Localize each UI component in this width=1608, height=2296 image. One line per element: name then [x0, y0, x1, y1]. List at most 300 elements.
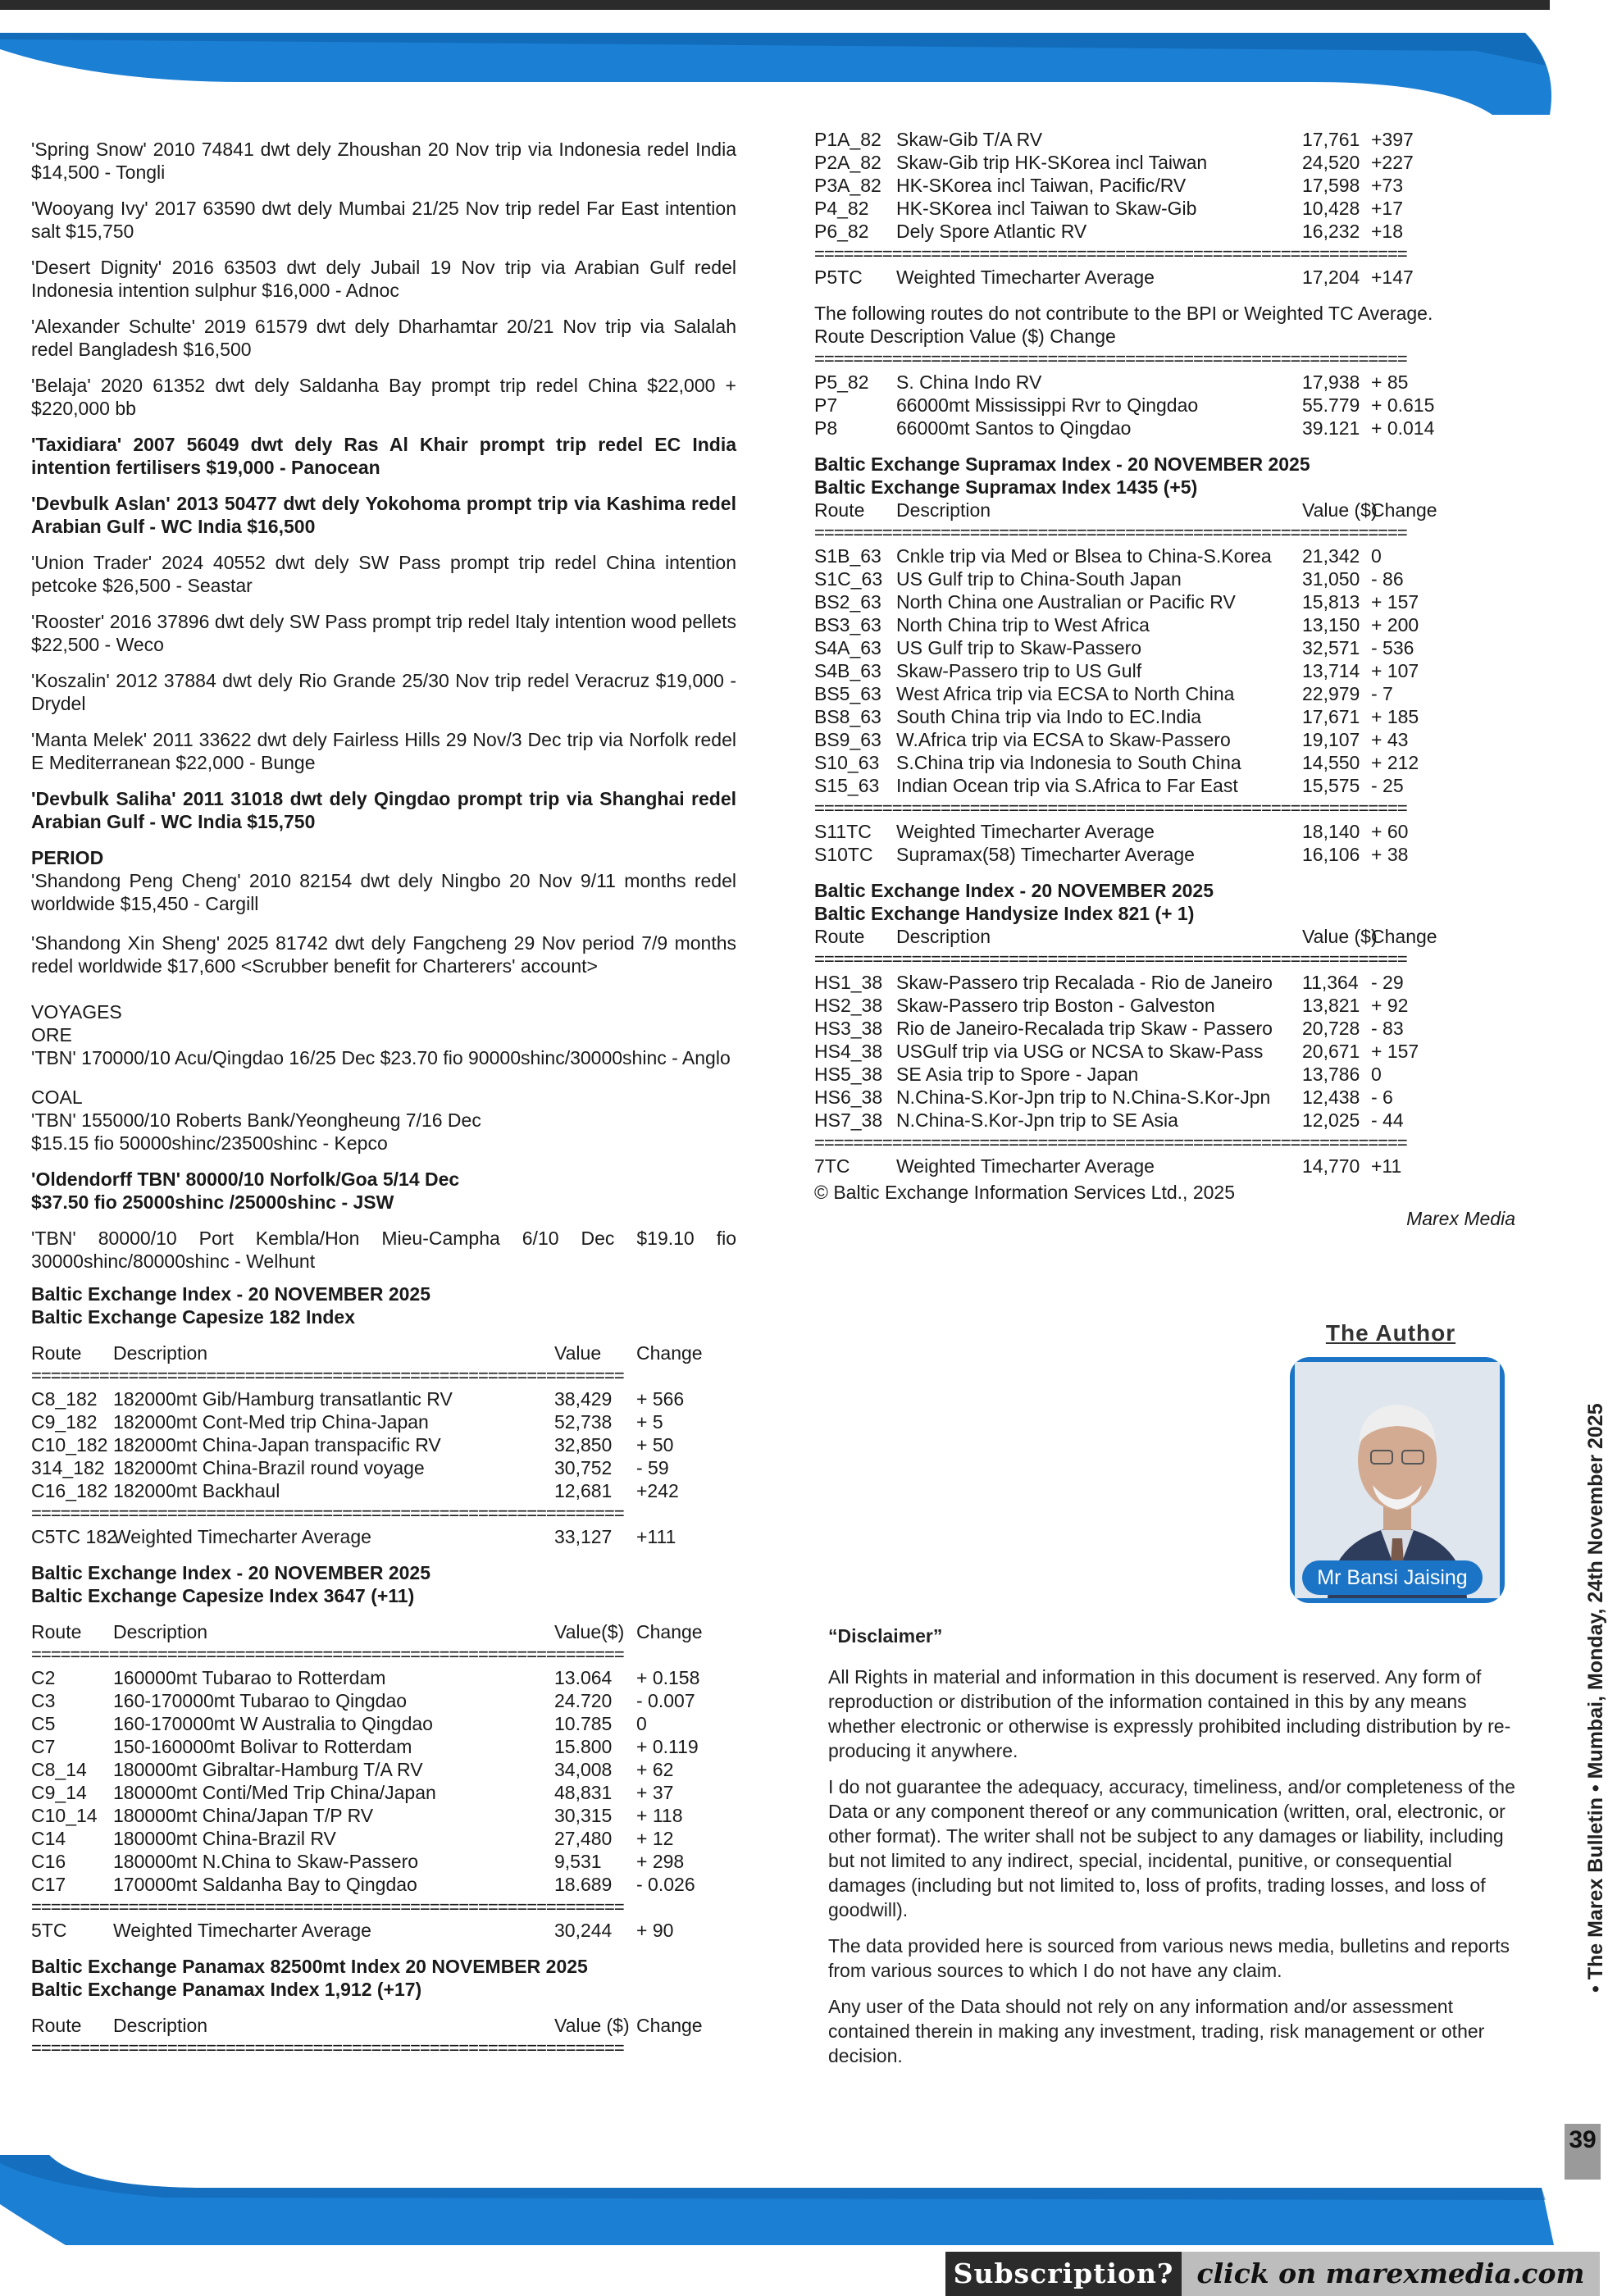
- table-cell: 55.779: [1302, 394, 1360, 416]
- table-row: [814, 220, 1515, 243]
- capesize-table: [31, 1620, 736, 1942]
- table-cell: 180000mt Conti/Med Trip China/Japan: [113, 1782, 436, 1803]
- supramax-title: Baltic Exchange Supramax Index - 20 NOVEMBER 2025: [814, 453, 1310, 475]
- table-cell: P4_82: [814, 198, 869, 219]
- table-cell: HS4_38: [814, 1041, 883, 1062]
- table-cell: HK-SKorea incl Taiwan to Skaw-Gib: [896, 198, 1197, 219]
- table-cell: 15,575: [1302, 775, 1360, 796]
- table-cell: +242: [636, 1480, 679, 1501]
- table-row: [814, 394, 1515, 417]
- table-cell: 17,671: [1302, 706, 1360, 727]
- table-cell: HS3_38: [814, 1018, 883, 1039]
- table-footer-row: [31, 1525, 736, 1548]
- table-cell: C16: [31, 1851, 66, 1872]
- table-cell: 10,428: [1302, 198, 1360, 219]
- table-cell: - 0.007: [636, 1690, 695, 1711]
- table-row: [814, 774, 1515, 797]
- fixture-item: 'Alexander Schulte' 2019 61579 dwt dely Dharhamtar 20/21 Nov trip via Salalah redel Bangladesh $16,500: [31, 316, 736, 360]
- last-fixture: 'TBN' 80000/10 Port Kembla/Hon Mieu-Campha 6/10 Dec $19.10 fio 30000shinc/80000shinc - Welhunt: [31, 1228, 736, 1272]
- table-cell: 39.121: [1302, 417, 1360, 439]
- table-cell: P2A_82: [814, 152, 881, 173]
- table-cell: Skaw-Passero trip to US Gulf: [896, 660, 1142, 681]
- table-cell: Change: [1371, 926, 1437, 947]
- publisher-credit: Marex Media: [1406, 1208, 1515, 1229]
- table-row: [814, 971, 1515, 994]
- table-cell: 180000mt Gibraltar-Hamburg T/A RV: [113, 1759, 423, 1780]
- table-cell: - 86: [1371, 568, 1404, 590]
- table-cell: +147: [1371, 266, 1414, 288]
- table-cell: +17: [1371, 198, 1404, 219]
- table-cell: 9,531: [554, 1851, 602, 1872]
- table-row: [31, 1689, 736, 1712]
- left-column: [31, 138, 736, 2060]
- table-row: [31, 1433, 736, 1456]
- table-row: [31, 1666, 736, 1689]
- fixture-item: 'Rooster' 2016 37896 dwt dely SW Pass prompt trip redel Italy intention wood pellets $22,500 - Weco: [31, 611, 736, 655]
- table-cell: N.China-S.Kor-Jpn trip to SE Asia: [896, 1109, 1178, 1131]
- table-cell: 12,438: [1302, 1086, 1360, 1108]
- table-cell: 33,127: [554, 1526, 613, 1547]
- subscription-link[interactable]: click on marexmedia.com: [1182, 2252, 1600, 2296]
- table-cell: US Gulf trip to Skaw-Passero: [896, 637, 1142, 658]
- table-divider: =============================================================: [31, 1897, 624, 1917]
- table-cell: Route: [31, 1342, 82, 1364]
- table-cell: Description: [113, 1621, 208, 1642]
- table-cell: 14,770: [1302, 1155, 1360, 1177]
- table-row: [814, 613, 1515, 636]
- capesize182-title: Baltic Exchange Index - 20 NOVEMBER 2025: [31, 1283, 431, 1305]
- table-row: [814, 1040, 1515, 1063]
- disclaimer-paragraph: I do not guarantee the adequacy, accuracy, timeliness, and/or completeness of the Data or any component thereof or any communication (written, oral, electronic, or other format). The writer shall not be subject to any damages or liability, including but not limited to any indirect, special, incidental, punitive, or consequential damages (including but not limited to, loss of profits, trading losses, and loss of goodwill).: [828, 1776, 1515, 1920]
- table-cell: S15_63: [814, 775, 880, 796]
- table-cell: Description: [896, 926, 991, 947]
- table-cell: 20,671: [1302, 1041, 1360, 1062]
- table-cell: 13.064: [554, 1667, 613, 1688]
- fixture-item: 'Union Trader' 2024 40552 dwt dely SW Pass prompt trip redel China intention petcoke $26,500 - Seastar: [31, 552, 736, 596]
- table-cell: + 12: [636, 1828, 674, 1849]
- table-cell: + 157: [1371, 1041, 1419, 1062]
- table-cell: 182000mt China-Brazil round voyage: [113, 1457, 425, 1478]
- table-cell: Description: [896, 499, 991, 521]
- table-cell: Change: [1371, 499, 1437, 521]
- table-divider: =============================================================: [814, 244, 1407, 264]
- table-cell: + 0.615: [1371, 394, 1435, 416]
- table-cell: 22,979: [1302, 683, 1360, 704]
- table-cell: South China trip via Indo to EC.India: [896, 706, 1202, 727]
- table-cell: Value: [554, 1342, 602, 1364]
- fixture-item: 'Wooyang Ivy' 2017 63590 dwt dely Mumbai 21/25 Nov trip redel Far East intention salt $15,750: [31, 198, 736, 242]
- table-cell: BS9_63: [814, 729, 881, 750]
- capesize182-subtitle: Baltic Exchange Capesize 182 Index: [31, 1306, 356, 1328]
- copyright: © Baltic Exchange Information Services Ltd., 2025: [814, 1182, 1235, 1203]
- table-cell: 30,752: [554, 1457, 613, 1478]
- table-footer-row: [31, 1919, 736, 1942]
- handysize-title: Baltic Exchange Index - 20 NOVEMBER 2025: [814, 880, 1214, 901]
- bold-fixture-line: $37.50 fio 25000shinc /25000shinc - JSW: [31, 1191, 394, 1213]
- table-cell: 52,738: [554, 1411, 613, 1433]
- table-cell: 0: [1371, 545, 1382, 567]
- table-cell: S1B_63: [814, 545, 881, 567]
- period-item: 'Shandong Peng Cheng' 2010 82154 dwt dely Ningbo 20 Nov 9/11 months redel worldwide $15,450 - Cargill: [31, 870, 736, 914]
- fixture-item: 'Manta Melek' 2011 33622 dwt dely Fairless Hills 29 Nov/3 Dec trip via Norfolk redel E Mediterranean $22,000 - Bunge: [31, 729, 736, 773]
- table-cell: + 298: [636, 1851, 685, 1872]
- table-cell: HS7_38: [814, 1109, 883, 1131]
- table-cell: + 43: [1371, 729, 1409, 750]
- table-row: [31, 1827, 736, 1850]
- table-cell: + 107: [1371, 660, 1419, 681]
- table-cell: + 157: [1371, 591, 1419, 613]
- table-cell: - 59: [636, 1457, 669, 1478]
- table-row: [31, 1387, 736, 1410]
- table-cell: Change: [636, 2015, 703, 2036]
- table-divider: =============================================================: [31, 1365, 624, 1386]
- table-cell: + 62: [636, 1759, 674, 1780]
- table-row: [31, 1758, 736, 1781]
- fixture-item: 'Spring Snow' 2010 74841 dwt dely Zhoushan 20 Nov trip via Indonesia redel India $14,500 - Tongli: [31, 139, 736, 183]
- panamax-extra-table: [814, 348, 1515, 440]
- table-cell: BS2_63: [814, 591, 881, 613]
- table-cell: C7: [31, 1736, 56, 1757]
- table-cell: S4A_63: [814, 637, 881, 658]
- table-cell: 34,008: [554, 1759, 613, 1780]
- table-cell: + 38: [1371, 844, 1409, 865]
- table-cell: P5TC: [814, 266, 863, 288]
- table-cell: C10_14: [31, 1805, 98, 1826]
- table-cell: 0: [1371, 1064, 1382, 1085]
- table-cell: 66000mt Mississippi Rvr to Qingdao: [896, 394, 1199, 416]
- subscription-label: Subscription?: [945, 2252, 1182, 2296]
- table-cell: 15.800: [554, 1736, 613, 1757]
- panamax-title: Baltic Exchange Panamax 82500mt Index 20 NOVEMBER 2025: [31, 1956, 588, 1977]
- table-cell: 21,342: [1302, 545, 1360, 567]
- table-row: [814, 636, 1515, 659]
- table-row: [31, 1781, 736, 1804]
- table-cell: + 50: [636, 1434, 674, 1456]
- table-cell: C10_182: [31, 1434, 108, 1456]
- fixture-item: 'Taxidiara' 2007 56049 dwt dely Ras Al Khair prompt trip redel EC India intention fertilisers $19,000 - Panocean: [31, 434, 736, 478]
- table-cell: C9_182: [31, 1411, 98, 1433]
- table-cell: Change: [636, 1342, 703, 1364]
- table-cell: +397: [1371, 129, 1414, 150]
- table-row: [814, 728, 1515, 751]
- table-header-row: [814, 499, 1515, 522]
- table-cell: BS8_63: [814, 706, 881, 727]
- table-cell: P6_82: [814, 221, 869, 242]
- table-cell: + 566: [636, 1388, 685, 1410]
- table-cell: 18.689: [554, 1874, 613, 1895]
- table-cell: C5TC 182: [31, 1526, 117, 1547]
- table-cell: + 0.014: [1371, 417, 1435, 439]
- table-cell: - 536: [1371, 637, 1414, 658]
- table-cell: 7TC: [814, 1155, 850, 1177]
- author-heading: The Author: [1325, 1320, 1456, 1346]
- table-cell: P1A_82: [814, 129, 881, 150]
- table-footer-row: [814, 820, 1515, 843]
- table-cell: + 212: [1371, 752, 1419, 773]
- table-header-row: [31, 1342, 736, 1364]
- table-cell: - 83: [1371, 1018, 1404, 1039]
- table-row: [31, 1712, 736, 1735]
- table-cell: 18,140: [1302, 821, 1360, 842]
- table-cell: US Gulf trip to China-South Japan: [896, 568, 1182, 590]
- table-row: [31, 1479, 736, 1502]
- fixture-item: 'Belaja' 2020 61352 dwt dely Saldanha Bay prompt trip redel China $22,000 + $220,000 bb: [31, 375, 736, 419]
- table-cell: HS1_38: [814, 972, 883, 993]
- table-cell: HK-SKorea incl Taiwan, Pacific/RV: [896, 175, 1187, 196]
- handysize-subtitle: Baltic Exchange Handysize Index 821 (+ 1): [814, 903, 1195, 924]
- table-cell: S11TC: [814, 821, 872, 842]
- table-cell: 32,850: [554, 1434, 613, 1456]
- supramax-subtitle: Baltic Exchange Supramax Index 1435 (+5): [814, 476, 1198, 498]
- table-cell: 180000mt China-Brazil RV: [113, 1828, 336, 1849]
- table-cell: S4B_63: [814, 660, 881, 681]
- table-cell: Indian Ocean trip via S.Africa to Far East: [896, 775, 1238, 796]
- table-cell: N.China-S.Kor-Jpn trip to N.China-S.Kor-Jpn: [896, 1086, 1271, 1108]
- table-cell: +73: [1371, 175, 1404, 196]
- table-cell: 27,480: [554, 1828, 613, 1849]
- table-cell: 160-170000mt Tubarao to Qingdao: [113, 1690, 408, 1711]
- table-cell: - 7: [1371, 683, 1393, 704]
- table-cell: 12,681: [554, 1480, 613, 1501]
- table-cell: North China trip to West Africa: [896, 614, 1150, 636]
- panamax-table: [814, 128, 1515, 289]
- table-cell: HS6_38: [814, 1086, 883, 1108]
- table-row: [814, 417, 1515, 440]
- table-cell: C16_182: [31, 1480, 108, 1501]
- table-cell: P7: [814, 394, 838, 416]
- period-item: 'Shandong Xin Sheng' 2025 81742 dwt dely Fangcheng 29 Nov period 7/9 months redel worldwide $17,600 <Scrubber benefit for Charterers' account>: [31, 932, 736, 977]
- table-cell: +11: [1371, 1155, 1402, 1177]
- table-cell: 30,315: [554, 1805, 613, 1826]
- table-row: [814, 371, 1515, 394]
- table-row: [814, 544, 1515, 567]
- table-cell: 170000mt Saldanha Bay to Qingdao: [113, 1874, 417, 1895]
- table-cell: Weighted Timecharter Average: [113, 1526, 371, 1547]
- capesize-subtitle: Baltic Exchange Capesize Index 3647 (+11): [31, 1585, 415, 1606]
- table-cell: - 0.026: [636, 1874, 695, 1895]
- disclaimer-paragraph: The data provided here is sourced from various news media, bulletins and reports from various sources to which I do not have any claim.: [828, 1935, 1510, 1981]
- table-cell: 0: [636, 1713, 647, 1734]
- table-cell: Value ($): [1302, 926, 1378, 947]
- table-cell: Weighted Timecharter Average: [896, 266, 1155, 288]
- fixture-item: 'Koszalin' 2012 37884 dwt dely Rio Grande 25/30 Nov trip redel Veracruz $19,000 - Drydel: [31, 670, 736, 714]
- table-divider: =============================================================: [814, 798, 1407, 818]
- table-row: [31, 1850, 736, 1873]
- table-cell: 48,831: [554, 1782, 613, 1803]
- table-cell: + 200: [1371, 614, 1419, 636]
- panamax-subtitle: Baltic Exchange Panamax Index 1,912 (+17): [31, 1979, 422, 2000]
- table-row: [814, 1017, 1515, 1040]
- table-row: [814, 590, 1515, 613]
- table-cell: Value ($): [1302, 499, 1378, 521]
- table-row: [31, 1456, 736, 1479]
- table-cell: 32,571: [1302, 637, 1360, 658]
- table-cell: S10TC: [814, 844, 873, 865]
- table-cell: 17,938: [1302, 371, 1360, 393]
- table-row: [814, 1063, 1515, 1086]
- footer-wave: [0, 2155, 1600, 2245]
- ore-heading: ORE: [31, 1024, 72, 1046]
- table-cell: North China one Australian or Pacific RV: [896, 591, 1236, 613]
- coal-heading: COAL: [31, 1086, 83, 1108]
- table-header-row: [814, 925, 1515, 948]
- table-cell: 160-170000mt W Australia to Qingdao: [113, 1713, 433, 1734]
- table-cell: Rio de Janeiro-Recalada trip Skaw - Passero: [896, 1018, 1273, 1039]
- table-divider: =============================================================: [31, 2038, 624, 2058]
- table-cell: Value($): [554, 1621, 625, 1642]
- bold-fixture-line: 'Oldendorff TBN' 80000/10 Norfolk/Goa 5/14 Dec: [31, 1168, 460, 1190]
- table-row: [814, 751, 1515, 774]
- table-cell: Weighted Timecharter Average: [896, 1155, 1155, 1177]
- table-cell: - 25: [1371, 775, 1404, 796]
- table-row: [814, 128, 1515, 151]
- table-cell: Skaw-Passero trip Boston - Galveston: [896, 995, 1215, 1016]
- table-cell: 182000mt Gib/Hamburg transatlantic RV: [113, 1388, 453, 1410]
- table-row: [31, 1804, 736, 1827]
- table-cell: 17,598: [1302, 175, 1360, 196]
- table-cell: 182000mt China-Japan transpacific RV: [113, 1434, 441, 1456]
- table-cell: 17,761: [1302, 129, 1360, 150]
- table-cell: S. China Indo RV: [896, 371, 1042, 393]
- table-divider: =============================================================: [814, 522, 1407, 543]
- table-row: [814, 994, 1515, 1017]
- table-cell: Supramax(58) Timecharter Average: [896, 844, 1195, 865]
- table-cell: 31,050: [1302, 568, 1360, 590]
- table-cell: P8: [814, 417, 838, 439]
- table-cell: 24.720: [554, 1690, 613, 1711]
- table-cell: - 29: [1371, 972, 1404, 993]
- table-cell: 15,813: [1302, 591, 1360, 613]
- table-cell: Cnkle trip via Med or Blsea to China-S.Korea: [896, 545, 1272, 567]
- table-cell: 16,232: [1302, 221, 1360, 242]
- table-cell: - 6: [1371, 1086, 1393, 1108]
- table-cell: 11,364: [1302, 972, 1359, 993]
- table-cell: 13,150: [1302, 614, 1360, 636]
- table-cell: C8_182: [31, 1388, 98, 1410]
- panamax-note: Route Description Value ($) Change: [814, 326, 1116, 347]
- table-cell: 180000mt N.China to Skaw-Passero: [113, 1851, 419, 1872]
- disclaimer-title: “Disclaimer”: [828, 1625, 943, 1647]
- table-cell: 10.785: [554, 1713, 613, 1734]
- table-cell: +18: [1371, 221, 1404, 242]
- table-cell: Route: [31, 2015, 82, 2036]
- table-cell: +111: [636, 1526, 676, 1547]
- table-cell: 38,429: [554, 1388, 613, 1410]
- table-cell: SE Asia trip to Spore - Japan: [896, 1064, 1139, 1085]
- disclaimer-paragraph: Any user of the Data should not rely on any information and/or assessment contained therein in making any investment, trading, risk management or other decision.: [828, 1996, 1485, 2066]
- table-cell: BS3_63: [814, 614, 881, 636]
- table-cell: +227: [1371, 152, 1414, 173]
- table-row: [814, 567, 1515, 590]
- table-cell: Route: [31, 1621, 82, 1642]
- fixture-item: 'Devbulk Aslan' 2013 50477 dwt dely Yokohoma prompt trip via Kashima redel Arabian Gulf - WC India $16,500: [31, 493, 736, 537]
- table-cell: 24,520: [1302, 152, 1360, 173]
- table-cell: P5_82: [814, 371, 869, 393]
- table-divider: =============================================================: [31, 1503, 624, 1524]
- table-cell: S.China trip via Indonesia to South China: [896, 752, 1241, 773]
- table-footer-row: [814, 1155, 1515, 1178]
- table-cell: Weighted Timecharter Average: [113, 1920, 371, 1941]
- table-divider: =============================================================: [31, 1644, 624, 1665]
- supramax-table: [814, 499, 1515, 866]
- table-cell: 182000mt Backhaul: [113, 1480, 280, 1501]
- table-cell: + 60: [1371, 821, 1409, 842]
- table-cell: + 118: [636, 1805, 683, 1826]
- table-row: [814, 197, 1515, 220]
- table-cell: 314_182: [31, 1457, 105, 1478]
- fixtures-list: [31, 138, 736, 833]
- table-row: [31, 1410, 736, 1433]
- publication-sidebar: • The Marex Bulletin • Mumbai, Monday, 24th November 2025: [1584, 1403, 1607, 1993]
- panamax-table-header: [31, 2014, 736, 2060]
- table-cell: HS2_38: [814, 995, 883, 1016]
- table-row: [814, 1086, 1515, 1109]
- table-cell: BS5_63: [814, 683, 881, 704]
- table-cell: 20,728: [1302, 1018, 1360, 1039]
- table-cell: + 5: [636, 1411, 663, 1433]
- table-cell: + 0.119: [636, 1736, 699, 1757]
- top-bar: [0, 0, 1550, 10]
- table-row: [814, 174, 1515, 197]
- table-cell: + 90: [636, 1920, 674, 1941]
- table-divider: =============================================================: [814, 348, 1407, 369]
- handysize-table: [814, 925, 1515, 1178]
- table-cell: C9_14: [31, 1782, 87, 1803]
- table-cell: Weighted Timecharter Average: [896, 821, 1155, 842]
- fixture-item: 'Devbulk Saliha' 2011 31018 dwt dely Qingdao prompt trip via Shanghai redel Arabian Gulf - WC India $15,750: [31, 788, 736, 832]
- table-cell: + 185: [1371, 706, 1419, 727]
- capesize-title: Baltic Exchange Index - 20 NOVEMBER 2025: [31, 1562, 431, 1583]
- period-heading: PERIOD: [31, 847, 104, 868]
- table-cell: 160000mt Tubarao to Rotterdam: [113, 1667, 386, 1688]
- table-row: [31, 1735, 736, 1758]
- table-row: [31, 1873, 736, 1896]
- coal-fixture-line: $15.15 fio 50000shinc/23500shinc - Kepco: [31, 1132, 388, 1154]
- right-column: [814, 128, 1515, 1230]
- table-cell: C14: [31, 1828, 66, 1849]
- table-cell: - 44: [1371, 1109, 1404, 1131]
- table-cell: C3: [31, 1690, 56, 1711]
- table-divider: =============================================================: [814, 1132, 1407, 1153]
- table-row: [814, 1109, 1515, 1132]
- table-cell: + 85: [1371, 371, 1409, 393]
- table-cell: Change: [636, 1621, 703, 1642]
- table-row: [814, 659, 1515, 682]
- table-cell: 17,204: [1302, 266, 1360, 288]
- panamax-note: The following routes do not contribute to the BPI or Weighted TC Average.: [814, 303, 1433, 324]
- table-cell: + 37: [636, 1782, 674, 1803]
- table-row: [814, 682, 1515, 705]
- table-cell: Skaw-Gib trip HK-SKorea incl Taiwan: [896, 152, 1208, 173]
- table-header-row: [31, 2014, 736, 2037]
- fixture-item: 'Desert Dignity' 2016 63503 dwt dely Jubail 19 Nov trip via Arabian Gulf redel Indonesia intention sulphur $16,000 - Adnoc: [31, 257, 736, 301]
- table-cell: W.Africa trip via ECSA to Skaw-Passero: [896, 729, 1231, 750]
- table-cell: 14,550: [1302, 752, 1360, 773]
- table-cell: + 0.158: [636, 1667, 700, 1688]
- ore-fixture: 'TBN' 170000/10 Acu/Qingdao 16/25 Dec $23.70 fio 90000shinc/30000shinc - Anglo: [31, 1047, 731, 1068]
- table-cell: USGulf trip via USG or NCSA to Skaw-Pass: [896, 1041, 1264, 1062]
- capesize182-table: [31, 1342, 736, 1548]
- header-wave: [0, 33, 1600, 115]
- table-cell: 150-160000mt Bolivar to Rotterdam: [113, 1736, 412, 1757]
- table-cell: Dely Spore Atlantic RV: [896, 221, 1087, 242]
- table-cell: C5: [31, 1713, 56, 1734]
- table-cell: Route: [814, 926, 865, 947]
- table-cell: 16,106: [1302, 844, 1360, 865]
- table-cell: C8_14: [31, 1759, 87, 1780]
- table-cell: C17: [31, 1874, 66, 1895]
- page-number: 39: [1565, 2124, 1601, 2180]
